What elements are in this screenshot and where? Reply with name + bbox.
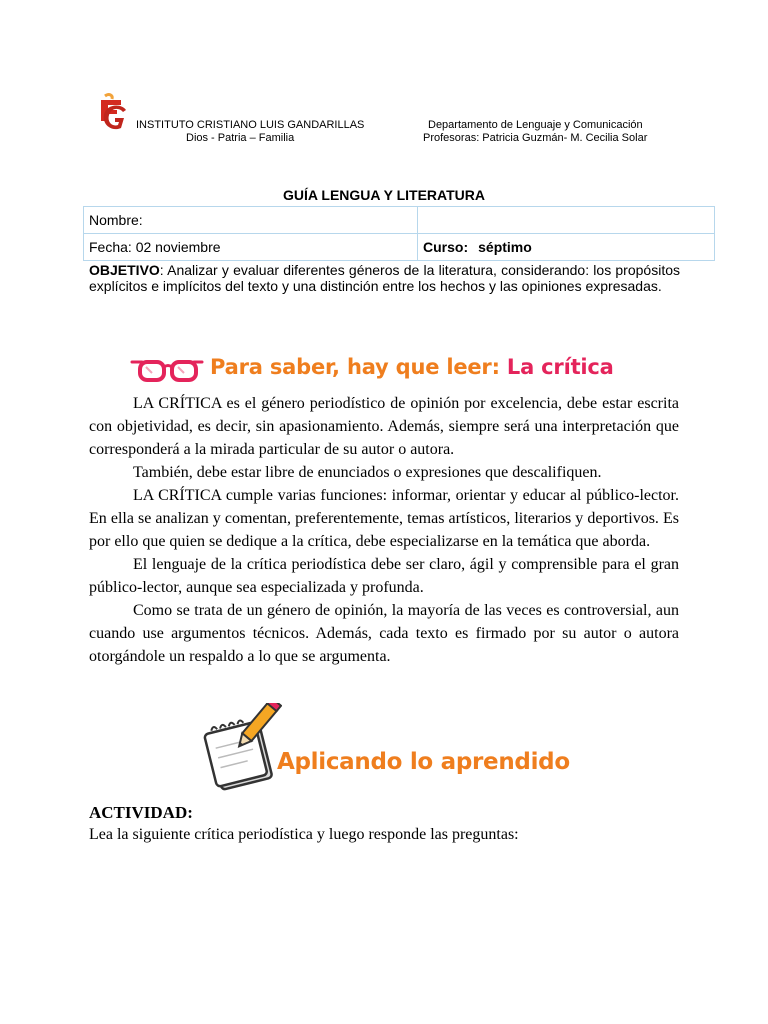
critique-explanation xyxy=(89,392,679,668)
objective-block xyxy=(89,262,680,294)
glasses-icon xyxy=(130,358,204,384)
objective-text: : Analizar y evaluar diferentes géneros de la literatura, considerando: los propósitos explícitos e implícitos del texto y una distinción entre los hechos y las opiniones expresadas. xyxy=(89,262,680,294)
heading-accent-text: La crítica xyxy=(506,355,614,379)
objective-label: OBJETIVO xyxy=(89,262,160,278)
course-label: Curso: xyxy=(423,239,469,255)
paragraph: Como se trata de un género de opinión, la mayoría de las veces es controversial, aun cuando use argumentos técnicos. Además, cada texto es firmado por su autor o autora otorgándole un respaldo a lo que se argumenta. xyxy=(89,602,679,665)
section-banner-reading xyxy=(130,354,650,390)
student-info-table xyxy=(83,206,715,261)
course-cell xyxy=(418,234,715,261)
paragraph: LA CRÍTICA es el género periodístico de opinión por excelencia, debe estar escrita con objetividad, es decir, sin apasionamiento. Además, siempre será una interpretación que corresponderá a la mirada particular de su autor o autora. xyxy=(89,395,679,458)
activity-title: ACTIVIDAD: xyxy=(89,803,193,822)
school-logo-icon xyxy=(88,90,132,134)
course-value: séptimo xyxy=(478,239,532,255)
institution-name: INSTITUTO CRISTIANO LUIS GANDARILLAS xyxy=(136,119,365,131)
department-name: Departamento de Lenguaje y Comunicación xyxy=(428,119,643,131)
guide-title: GUÍA LENGUA Y LITERATURA xyxy=(283,187,485,203)
table-row xyxy=(84,207,715,234)
name-label-cell: Nombre: xyxy=(84,207,418,234)
table-row xyxy=(84,234,715,261)
institution-motto: Dios - Patria – Familia xyxy=(186,132,295,144)
activity-instruction: Lea la siguiente crítica periodística y luego responde las preguntas: xyxy=(89,826,519,843)
section-heading-practice: Aplicando lo aprendido xyxy=(277,749,570,775)
paragraph: También, debe estar libre de enunciados o expresiones que descalifiquen. xyxy=(133,464,602,481)
heading-main-text: Para saber, hay que leer: xyxy=(210,355,507,379)
section-heading-reading xyxy=(210,355,614,379)
teachers-names: Profesoras: Patricia Guzmán- M. Cecilia Solar xyxy=(423,132,648,144)
date-cell: Fecha: 02 noviembre xyxy=(84,234,418,261)
paragraph: El lenguaje de la crítica periodística debe ser claro, ágil y comprensible para el gran público-lector, aunque sea especializada y profunda. xyxy=(89,556,679,596)
notepad-pencil-icon xyxy=(200,703,282,795)
name-field[interactable] xyxy=(418,207,715,234)
paragraph: LA CRÍTICA cumple varias funciones: informar, orientar y educar al público-lector. En ella se analizan y comentan, preferentemente, temas artísticos, literarios y deportivos. Es por ello que quien se dedique a la crítica, debe especializarse en la temática que aborda. xyxy=(89,487,679,550)
